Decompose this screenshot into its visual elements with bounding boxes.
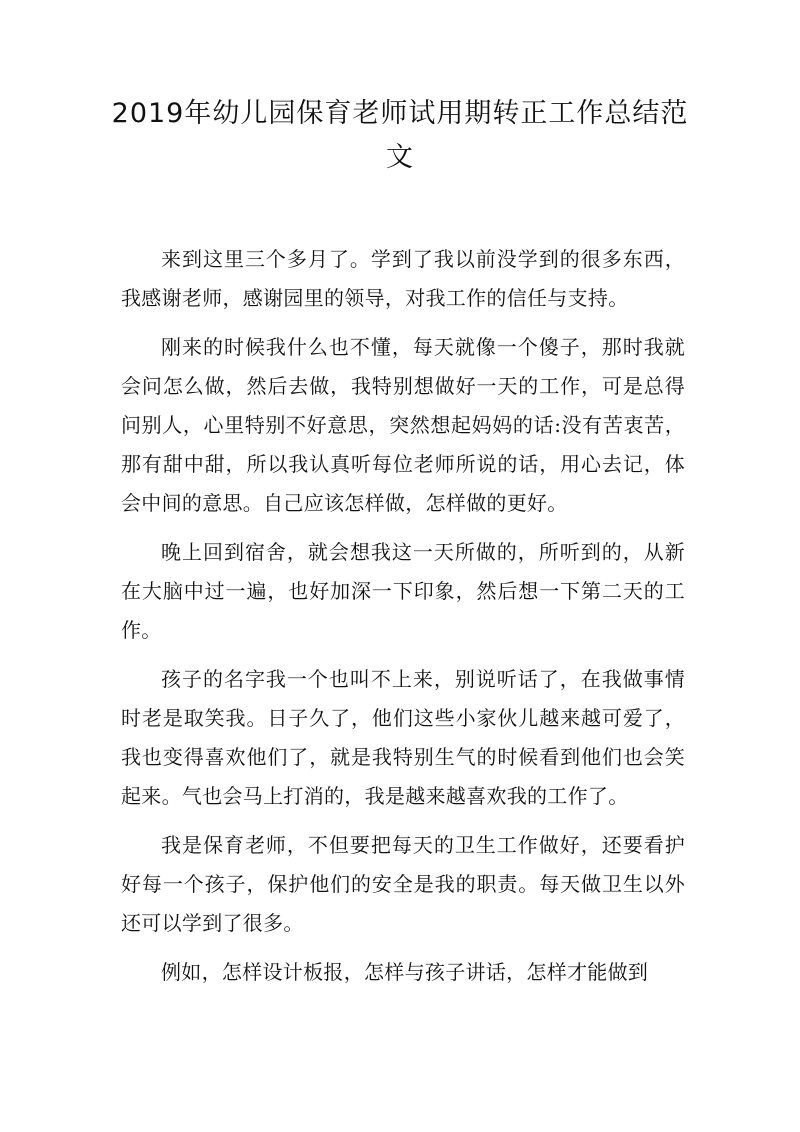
paragraph: 晚上回到宿舍，就会想我这一天所做的，所听到的，从新在大脑中过一遍，也好加深一下印象，然后想一下第二天的工作。	[121, 540, 685, 642]
document-body	[121, 240, 685, 1002]
document-title: 2019年幼儿园保育老师试用期转正工作总结范文	[111, 98, 689, 173]
paragraph: 我是保育老师，不但要把每天的卫生工作做好，还要看护好每一个孩子，保护他们的安全是我的职责。每天做卫生以外还可以学到了很多。	[121, 833, 685, 935]
paragraph: 例如，怎样设计板报，怎样与孩子讲话，怎样才能做到	[161, 960, 649, 984]
paragraph: 来到这里三个多月了。学到了我以前没学到的很多东西，我感谢老师，感谢园里的领导，对我工作的信任与支持。	[121, 247, 685, 310]
paragraph: 孩子的名字我一个也叫不上来，别说听话了，在我做事情时老是取笑我。日子久了，他们这些小家伙儿越来越可爱了，我也变得喜欢他们了，就是我特别生气的时候看到他们也会笑起来。气也会马上打消的，我是越来越喜欢我的工作了。	[121, 667, 685, 808]
paragraph: 刚来的时候我什么也不懂，每天就像一个傻子，那时我就会问怎么做，然后去做，我特别想做好一天的工作，可是总得问别人，心里特别不好意思，突然想起妈妈的话:没有苦衷苦，那有甜中甜，所以我认真听每位老师所说的话，用心去记，体会中间的意思。自己应该怎样做，怎样做的更好。	[121, 335, 685, 515]
